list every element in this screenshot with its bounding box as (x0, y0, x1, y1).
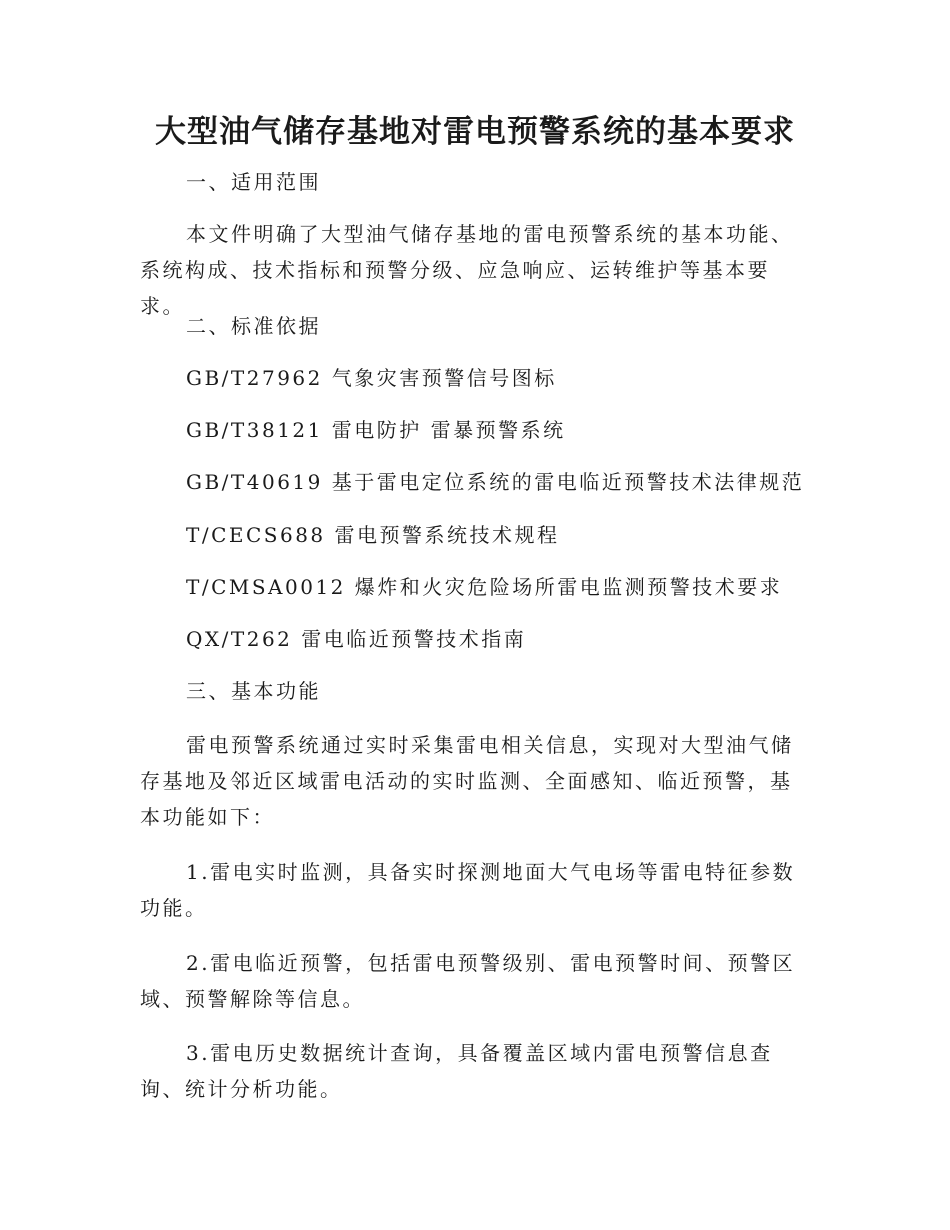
function-item: 2.雷电临近预警，包括雷电预警级别、雷电预警时间、预警区域、预警解除等信息。 (140, 951, 796, 1011)
standard-item: GB/T27962 气象灾害预警信号图标 (186, 366, 557, 390)
standard-item: T/CMSA0012 爆炸和火灾危险场所雷电监测预警技术要求 (186, 575, 783, 599)
standard-item: QX/T262 雷电临近预警技术指南 (186, 627, 527, 651)
scope-paragraph: 本文件明确了大型油气储存基地的雷电预警系统的基本功能、系统构成、技术指标和预警分级、应急响应、运转维护等基本要求。 (140, 222, 794, 318)
section-heading-standards: 二、标准依据 (186, 314, 321, 338)
standard-item: GB/T40619 基于雷电定位系统的雷电临近预警技术法律规范 (186, 470, 805, 494)
section-heading-scope: 一、适用范围 (186, 170, 321, 194)
document-title: 大型油气储存基地对雷电预警系统的基本要求 (155, 114, 795, 150)
function-item: 1.雷电实时监测，具备实时探测地面大气电场等雷电特征参数功能。 (140, 860, 796, 920)
section-heading-functions: 三、基本功能 (186, 679, 321, 703)
standard-item: T/CECS688 雷电预警系统技术规程 (186, 523, 560, 547)
function-item: 3.雷电历史数据统计查询，具备覆盖区域内雷电预警信息查询、统计分析功能。 (140, 1041, 773, 1101)
functions-intro-paragraph: 雷电预警系统通过实时采集雷电相关信息，实现对大型油气储存基地及邻近区域雷电活动的实时监测、全面感知、临近预警，基本功能如下： (140, 733, 794, 829)
standard-item: GB/T38121 雷电防护 雷暴预警系统 (186, 418, 566, 442)
